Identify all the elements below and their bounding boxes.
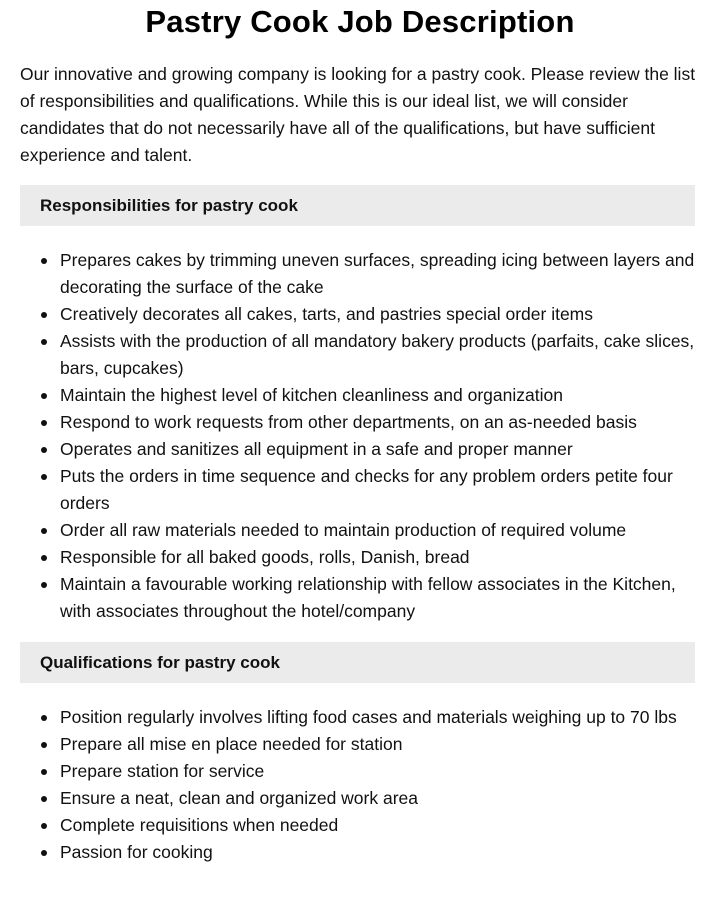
list-item — [20, 758, 700, 785]
bullet-icon — [41, 796, 47, 802]
bullet-icon — [41, 474, 47, 480]
bullet-icon — [41, 823, 47, 829]
bullet-icon — [41, 447, 47, 453]
bullet-icon — [41, 258, 47, 264]
bullet-icon — [41, 769, 47, 775]
list-item-text: Puts the orders in time sequence and checks for any problem orders petite four orders — [60, 466, 673, 513]
bullet-icon — [41, 312, 47, 318]
list-item — [20, 544, 700, 571]
list-item — [20, 463, 700, 517]
bullet-icon — [41, 742, 47, 748]
list-item — [20, 436, 700, 463]
list-item — [20, 731, 700, 758]
page-title: Pastry Cook Job Description — [145, 4, 575, 39]
bullet-icon — [41, 555, 47, 561]
list-item — [20, 247, 700, 301]
list-item-text: Maintain a favourable working relationship with fellow associates in the Kitchen, with associates throughout the hotel/company — [60, 574, 676, 621]
list-item-text: Maintain the highest level of kitchen cleanliness and organization — [60, 385, 563, 405]
bullet-icon — [41, 850, 47, 856]
intro-paragraph: Our innovative and growing company is looking for a pastry cook. Please review the list of responsibilities and qualifications. While this is our ideal list, we will consider candidates that do not necessarily have all of the qualifications, but have sufficient experience and talent. — [20, 64, 696, 165]
list-item — [20, 785, 700, 812]
list-item — [20, 571, 700, 625]
list-item-text: Order all raw materials needed to maintain production of required volume — [60, 520, 627, 540]
list-item-text: Ensure a neat, clean and organized work area — [60, 788, 419, 808]
list-item — [20, 839, 700, 866]
list-item — [20, 812, 700, 839]
bullet-icon — [41, 393, 47, 399]
qualifications-heading: Qualifications for pastry cook — [20, 642, 695, 683]
list-item-text: Prepares cakes by trimming uneven surfaces, spreading icing between layers and decorating the surface of the cake — [60, 250, 695, 297]
list-item — [20, 704, 700, 731]
bullet-icon — [41, 528, 47, 534]
list-item-text: Respond to work requests from other departments, on an as-needed basis — [60, 412, 637, 432]
list-item-text: Position regularly involves lifting food cases and materials weighing up to 70 lbs — [60, 707, 677, 727]
list-item-text: Prepare station for service — [60, 761, 265, 781]
list-item — [20, 301, 700, 328]
responsibilities-list — [20, 247, 700, 625]
list-item — [20, 409, 700, 436]
bullet-icon — [41, 582, 47, 588]
list-item-text: Passion for cooking — [60, 842, 213, 862]
bullet-icon — [41, 339, 47, 345]
bullet-icon — [41, 420, 47, 426]
list-item-text: Assists with the production of all mandatory bakery products (parfaits, cake slices, bars, cupcakes) — [60, 331, 695, 378]
list-item-text: Operates and sanitizes all equipment in a safe and proper manner — [60, 439, 573, 459]
list-item-text: Creatively decorates all cakes, tarts, and pastries special order items — [60, 304, 594, 324]
list-item — [20, 328, 700, 382]
list-item — [20, 517, 700, 544]
responsibilities-heading: Responsibilities for pastry cook — [20, 185, 695, 226]
qualifications-list — [20, 704, 700, 866]
list-item — [20, 382, 700, 409]
list-item-text: Responsible for all baked goods, rolls, Danish, bread — [60, 547, 470, 567]
list-item-text: Complete requisitions when needed — [60, 815, 339, 835]
bullet-icon — [41, 715, 47, 721]
list-item-text: Prepare all mise en place needed for station — [60, 734, 403, 754]
